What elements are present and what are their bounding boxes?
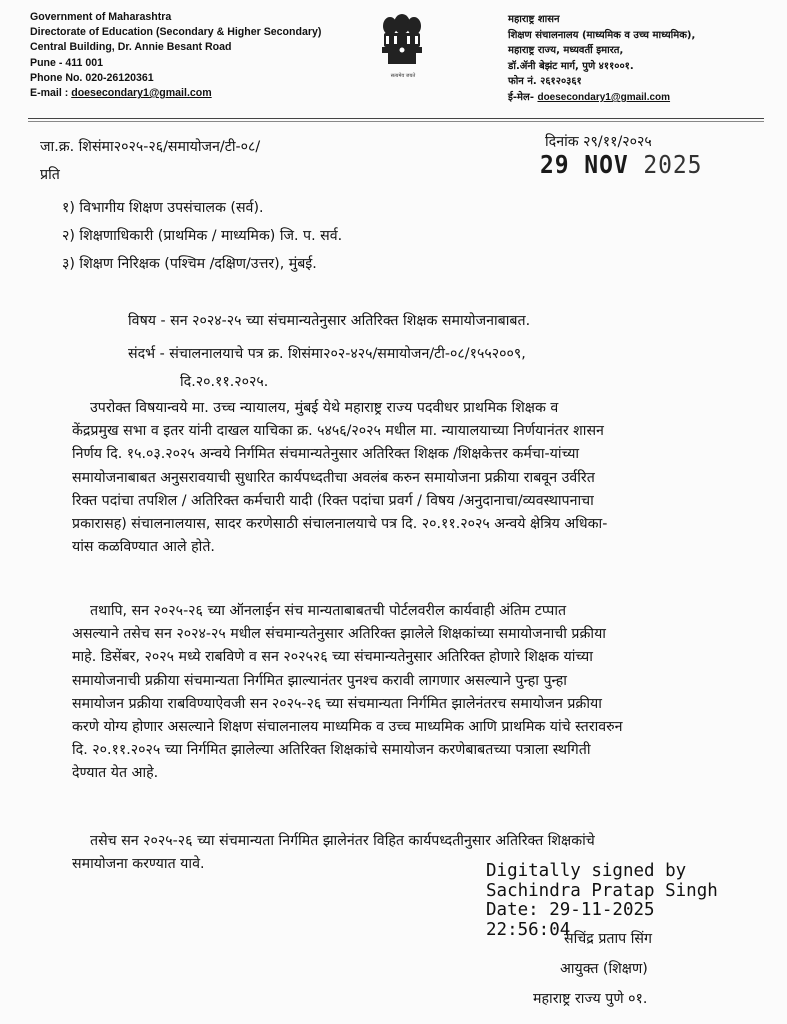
reference-number: जा.क्र. शिसंमा२०२५-२६/समायोजन/टी-०८/ [40, 139, 261, 155]
letter-date: दिनांक २९/११/२०२५ [545, 134, 652, 150]
header-en-email-label: E-mail : [30, 87, 69, 100]
paragraph-line: असल्याने तसेच सन २०२४-२५ मधील संचमान्यतेनुसार अतिरिक्त झालेले शिक्षकांच्या समायोजनाची प्रक्रीया [72, 626, 606, 643]
header-divider [28, 118, 764, 119]
paragraph-line: निर्णय दि. १५.०३.२०२५ अन्वये निर्गमित संचमान्यतेनुसार अतिरिक्त शिक्षक /शिक्षकेत्तर कर्मचा-यांच्या [72, 446, 580, 463]
paragraph-line: तसेच सन २०२५-२६ च्या संचमान्यता निर्गमित झालेनंतर विहित कार्यपध्दतीनुसार अतिरिक्त शिक्षकांचे [90, 833, 595, 849]
header-en-line5: Phone No. 020-26120361 [30, 71, 154, 84]
header-en-line2: Directorate of Education (Secondary & Higher Secondary) [30, 26, 322, 39]
paragraph-1 [72, 397, 764, 559]
signatory-office: महाराष्ट्र राज्य पुणे ०१. [533, 991, 648, 1007]
header-mr-email-link[interactable]: doesecondary1@gmail.com [537, 91, 671, 103]
subject-line: विषय - सन २०२४-२५ च्या संचमान्यतेनुसार अतिरिक्त शिक्षक समायोजनाबाबत. [128, 313, 531, 329]
paragraph-line: उपरोक्त विषयान्वये मा. उच्च न्यायालय, मुंबई येथे महाराष्ट्र राज्य पदवीधर प्राथमिक शिक्षक व [90, 400, 559, 416]
paragraph-line: समायोजना करण्यात यावे. [72, 856, 205, 873]
header-mr-line2: शिक्षण संचालनालय (माध्यमिक व उच्च माध्यमिक), [508, 29, 696, 41]
paragraph-line: समायोजनाची प्रक्रीया संचमान्यता निर्गमित झाल्यानंतर पुनश्च करावी लागणार असल्याने पुन्हा पुन्हा [72, 672, 567, 689]
paragraph-line: दि. २०.११.२०२५ च्या निर्गमित झालेल्या अतिरिक्त शिक्षकांचे समायोजन करणेबाबतच्या पत्राला स्थगिती [72, 742, 591, 759]
date-stamp [540, 150, 702, 179]
letterhead-marathi [508, 12, 695, 106]
recipient-item: १) विभागीय शिक्षण उपसंचालक (सर्व). [62, 200, 264, 216]
header-en-email-row [30, 86, 321, 101]
digital-signature-line: 22:56:04 [486, 919, 571, 940]
header-mr-line3: महाराष्ट्र राज्य, मध्यवर्ती इमारत, [508, 45, 624, 57]
digital-signature-line: Digitally signed by [486, 861, 687, 881]
paragraph-line: यांस कळविण्यात आले होते. [72, 539, 215, 556]
signatory-name: सचिंद्र प्रताप सिंग [564, 931, 652, 947]
reference-date: दि.२०.११.२०२५. [180, 374, 269, 390]
paragraph-line: समायोजनाबाबत अनुसरावयाची सुधारित कार्यपध्दतीचा अवलंब करुन समायोजना प्रक्रीया राबवून उर्वरित [72, 469, 595, 486]
recipient-item: २) शिक्षणाधिकारी (प्राथमिक / माध्यमिक) जि. प. सर्व. [62, 228, 343, 244]
signatory-designation: आयुक्त (शिक्षण) [560, 961, 648, 977]
header-en-email-link[interactable]: doesecondary1@gmail.com [71, 87, 212, 100]
recipient-item: ३) शिक्षण निरिक्षक (पश्चिम /दक्षिण/उत्तर), मुंबई. [62, 256, 317, 272]
header-mr-email-row [508, 90, 695, 106]
recipient-list [62, 194, 342, 278]
paragraph-line: करणे योग्य होणार असल्याने शिक्षण संचालनालय माध्यमिक व उच्च माध्यमिक आणि प्राथमिक यांचे स्तरावरुन [72, 719, 623, 736]
reference-line: संदर्भ - संचालनालयाचे पत्र क्र. शिसंमा२०२-४२५/समायोजन/टी-०८/१५५२००९, [128, 346, 526, 362]
header-en-line3: Central Building, Dr. Annie Besant Road [30, 41, 232, 54]
header-divider-secondary [28, 121, 764, 122]
header-en-line4: Pune - 411 001 [30, 56, 104, 69]
letterhead-english [30, 10, 321, 101]
digital-signature-line: Sachindra Pratap Singh [486, 880, 718, 901]
header-mr-line4: डॉ.ॲनी बेझंट मार्ग, पुणे ४११००१. [508, 60, 634, 72]
header-mr-line1: महाराष्ट्र शासन [508, 14, 560, 25]
ashoka-emblem-icon [372, 14, 432, 72]
paragraph-line: देण्यात येत आहे. [72, 765, 159, 782]
header-mr-line5: फोन नं. २६१२०३६१ [508, 76, 582, 88]
header-en-line1: Government of Maharashtra [30, 11, 172, 23]
paragraph-line: केंद्रप्रमुख सभा व इतर यांनी दाखल याचिका क्र. ५४५६/२०२५ मधील मा. न्यायालयाच्या निर्णयानंतर शासन [72, 423, 604, 440]
paragraph-line: तथापि, सन २०२५-२६ च्या ऑनलाईन संच मान्यताबाबतची पोर्टलवरील कार्यवाही अंतिम टप्पात [90, 603, 567, 619]
paragraph-line: समायोजन प्रक्रीया राबविण्याऐवजी सन २०२५-२६ च्या संचमान्यता निर्गमित झालेनंतरच समायोजन प्रक्रीया [72, 695, 602, 712]
header-mr-email-label: ई-मेल- [508, 91, 534, 103]
to-label: प्रति [40, 167, 60, 183]
stamp-day-month: 29 NOV [540, 150, 629, 179]
digital-signature-line: Date: 29-11-2025 [486, 900, 655, 920]
emblem-caption: सत्यमेव जयते [390, 73, 416, 79]
paragraph-line: रिक्त पदांचा तपशिल / अतिरिक्त कर्मचारी यादी (रिक्त पदांचा प्रवर्ग / विषय /अनुदानाचा/व्यवस्थापनाचा [72, 492, 594, 509]
paragraph-line: प्रकारासह) संचालनालयास, सादर करणेसाठी संचालनालयाचे पत्र दि. २०.११.२०२५ अन्वये क्षेत्रिय अधिका- [72, 516, 608, 533]
paragraph-line: माहे. डिसेंबर, २०२५ मध्ये राबविणे व सन २०२५२६ च्या संचमान्यतेनुसार अतिरिक्त होणारे शिक्षक यांच्या [72, 649, 593, 666]
stamp-year: 2025 [643, 150, 703, 179]
paragraph-2 [72, 600, 764, 786]
